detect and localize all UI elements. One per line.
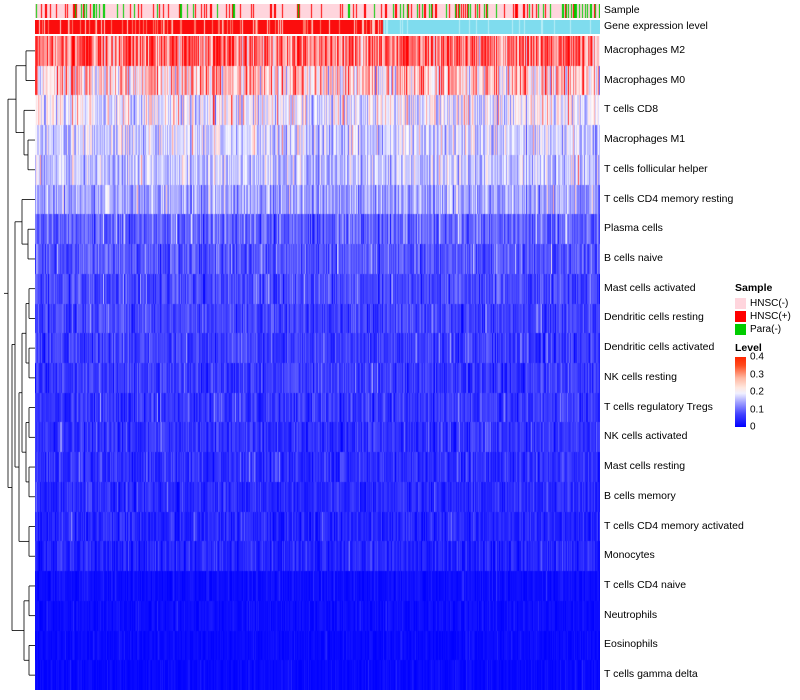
level-tick-label: 0 [750,421,756,433]
level-colorbar [735,357,746,427]
row-label: Mast cells activated [604,281,696,294]
row-label: T cells CD4 memory resting [604,192,734,205]
sample-legend-item [735,310,800,323]
sample-legend-text: Para(-) [750,324,782,335]
sample-legend-item [735,297,800,310]
row-label: T cells gamma delta [604,668,698,681]
row-label: T cells regulatory Tregs [604,400,713,413]
level-tick-label: 0.2 [750,386,764,398]
sample-legend-title: Sample [735,282,773,294]
sample-legend-text: HNSC(-) [750,298,789,309]
row-label: T cells follicular helper [604,162,708,175]
row-label: Dendritic cells activated [604,341,715,354]
row-label: NK cells activated [604,430,688,443]
row-label: Neutrophils [604,608,658,621]
row-label: Eosinophils [604,638,658,651]
expression-level-annotation-label: Gene expression level [604,20,708,32]
level-colorbar-ticks [750,351,798,433]
row-label: Macrophages M0 [604,73,686,86]
sample-legend-text: HNSC(+) [750,311,791,322]
heatmap-canvas [35,36,600,690]
sample-legend-item [735,323,800,336]
sample-legend [735,282,800,336]
row-label: Dendritic cells resting [604,311,704,324]
sample-legend-swatch [735,298,746,309]
row-label: T cells CD4 naive [604,578,687,591]
row-label: NK cells resting [604,370,677,383]
row-label: Monocytes [604,549,655,562]
level-legend [735,342,800,433]
row-label: Plasma cells [604,222,663,235]
row-label: Macrophages M1 [604,133,686,146]
row-label: Mast cells resting [604,460,686,473]
level-tick-label: 0.1 [750,404,764,415]
row-dendrogram [4,36,35,690]
sample-annotation-label: Sample [604,4,640,16]
expression-level-annotation-strip [35,20,600,34]
row-label: T cells CD4 memory activated [604,519,744,532]
sample-annotation-strip [35,4,600,18]
row-label: B cells naive [604,251,663,264]
level-tick-label: 0.4 [750,351,764,363]
row-label: T cells CD8 [604,103,659,116]
sample-legend-swatch [735,311,746,322]
sample-legend-swatch [735,324,746,335]
level-legend-title: Level [735,342,762,354]
level-tick-label: 0.3 [750,369,764,380]
row-label: B cells memory [604,489,676,502]
row-label: Macrophages M2 [604,43,686,56]
